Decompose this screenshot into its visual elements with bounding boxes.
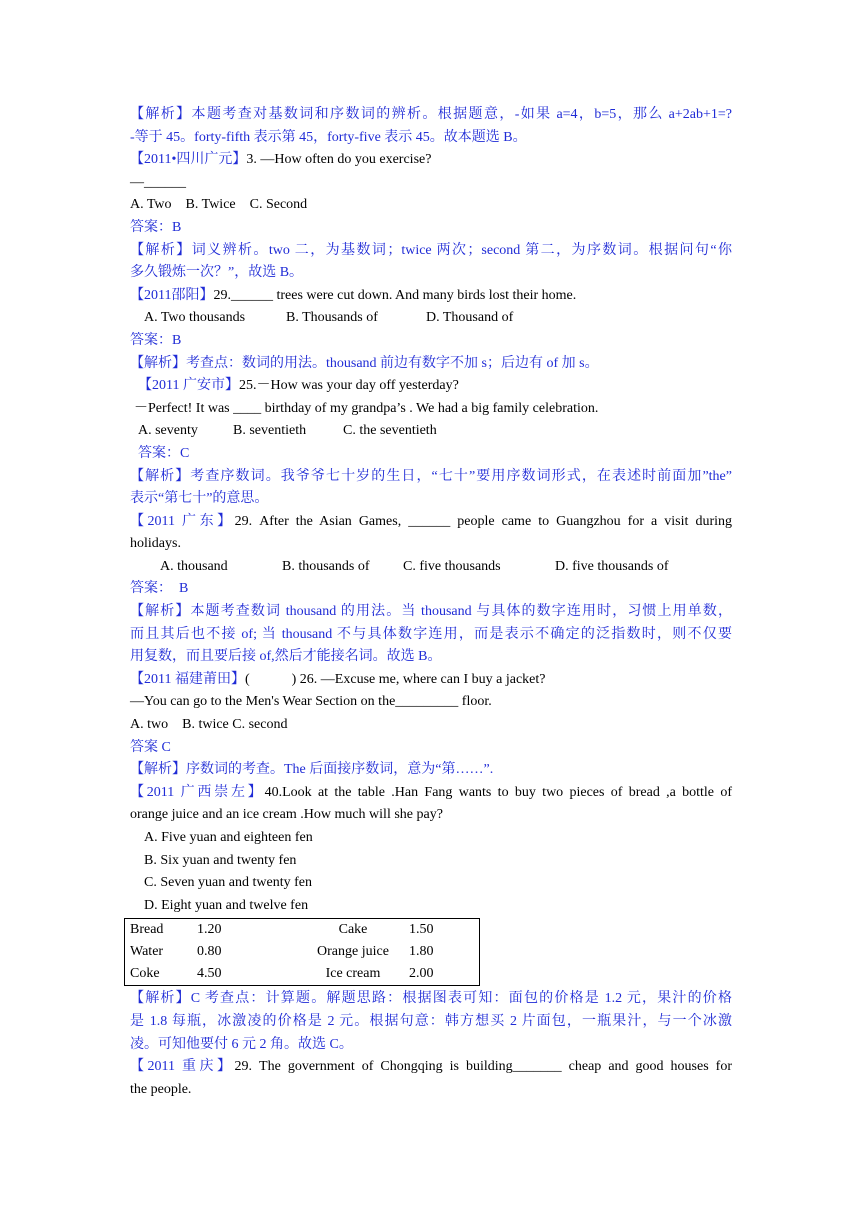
answer-line: 答案：B [130,219,182,235]
analysis-text: 【解析】序数词的考查。The 后面接序数词，意为“第……”. [130,762,494,778]
price-table [124,918,480,986]
option-a: A. Two thousands [144,310,246,326]
question-line [130,511,732,534]
option-a: A. Five yuan and eighteen fen [144,830,313,845]
question-text: 29. After the Asian Games, ______ people came to Guangzhou for a visit during [234,513,732,529]
analysis-text: 【解析】词义辨析。two 二，为基数词；twice 两次；second 第二，为序数词。根据问句“你 [130,242,732,258]
table-cell: Ice cream [325,966,381,982]
option-b: B. seventieth [233,423,307,439]
option-c: D. Thousand of [426,310,514,326]
table-cell: 0.80 [197,944,222,960]
table-row [125,963,480,986]
table-cell: Orange juice [317,944,389,960]
option-c: C. the seventieth [343,423,437,439]
question-line [130,669,732,692]
question-text: 40.Look at the table .Han Fang wants to buy two pieces of bread ,a bottle of [264,784,732,800]
options-line: A. Two B. Twice C. Second [130,197,308,213]
table-cell: 1.80 [409,944,434,960]
options-line [130,556,732,579]
table-cell: Water [130,944,164,960]
question-line [130,782,732,805]
option-d: D. five thousands of [555,558,669,574]
document-page [130,104,732,1101]
question-source-tag: 【2011 广西崇左】 [130,784,265,800]
answer-line: 答案： B [130,581,189,597]
analysis-text: 表示“第七十”的意思。 [130,491,269,507]
answer-line: 答案 C [130,739,171,755]
question-text: ( ) 26. —Excuse me, where can I buy a jacket? [244,671,546,687]
analysis-text: 【解析】本题考查数词 thousand 的用法。当 thousand 与具体的数字连用时，习惯上用单数， [130,604,732,620]
analysis-text: 【解析】考查序数词。我爷爷七十岁的生日，“七十”要用序数词形式，在表述时前面加”the” [130,468,732,484]
analysis-text: 多久锻炼一次？”，故选 B。 [130,265,304,281]
question-line [130,149,732,172]
table-cell: 2.00 [409,966,434,982]
option-b: B. Thousands of [286,310,378,326]
option-b: B. Six yuan and twenty fen [144,852,297,868]
option-b: B. thousands of [282,558,370,574]
question-reply: —You can go to the Men's Wear Section on the_________ floor. [130,694,492,710]
option-c: C. Seven yuan and twenty fen [144,875,312,891]
option-c: C. five thousands [403,558,501,574]
analysis-text: 而且其后也不接 of; 当 thousand 不与具体数字连用，而是表示不确定的泛指数时，则不仅要 [130,626,732,642]
question-text: 29.______ trees were cut down. And many birds lost their home. [213,287,577,303]
analysis-text: -等于 45。forty-fifth 表示第 45，forty-five 表示 45。故本题选 B。 [130,129,527,145]
option-d: D. Eight yuan and twelve fen [144,897,309,913]
table-cell: 1.20 [197,922,222,938]
analysis-text: 【解析】考查点：数词的用法。thousand 前边有数字不加 s；后边有 of 加 s。 [130,355,599,371]
table-cell: 1.50 [409,922,434,938]
question-text: 29. The government of Chongqing is building_______ cheap and good houses for [234,1059,732,1075]
question-text: 25.－How was your day off yesterday? [238,378,459,394]
question-source-tag: 【2011 广东】 [130,513,235,529]
question-source-tag: 【2011 广安市】 [138,378,239,394]
analysis-text: 【解析】C 考查点：计算题。解题思路：根据图表可知：面包的价格是 1.2 元，果汁的价格 [130,991,732,1007]
table-cell: 4.50 [197,966,222,982]
question-text: holidays. [130,536,181,552]
question-line [130,285,732,308]
options-line [130,420,732,443]
question-reply: －Perfect! It was ____ birthday of my grandpa’s . We had a big family celebration. [134,400,599,416]
table-row [125,941,480,963]
answer-blank: —______ [130,174,186,190]
question-source-tag: 【2011 重庆】 [130,1059,235,1075]
question-source-tag: 【2011邵阳】 [130,287,214,303]
option-a: A. thousand [160,558,228,574]
table-row [125,919,480,942]
answer-line: 答案：B [130,332,182,348]
question-line [130,1056,732,1079]
options-line [130,307,732,330]
analysis-text: 凌。可知他要付 6 元 2 角。故选 C。 [130,1036,353,1052]
question-source-tag: 【2011 福建莆田】 [130,671,245,687]
question-text: the people. [130,1081,192,1097]
answer-line: 答案：C [138,445,190,461]
table-cell: Cake [338,922,368,938]
analysis-text: 用复数，而且要后接 of,然后才能接名词。故选 B。 [130,649,442,665]
analysis-text: 是 1.8 每瓶，冰激凌的价格是 2 元。根据句意：韩方想买 2 片面包，一瓶果汁，与一个冰激 [130,1013,732,1029]
analysis-text: 【解析】本题考查对基数词和序数词的辨析。根据题意，-如果 a=4，b=5，那么 a+2ab+1=? [130,107,732,122]
question-line [130,375,732,398]
table-cell: Coke [130,966,160,982]
option-a: A. seventy [138,423,198,439]
table-cell: Bread [130,922,164,938]
question-text: 3. —How often do you exercise? [246,152,432,168]
options-line: A. two B. twice C. second [130,717,288,733]
question-source-tag: 【2011•四川广元】 [130,152,247,168]
question-text: orange juice and an ice cream .How much will she pay? [130,807,443,823]
